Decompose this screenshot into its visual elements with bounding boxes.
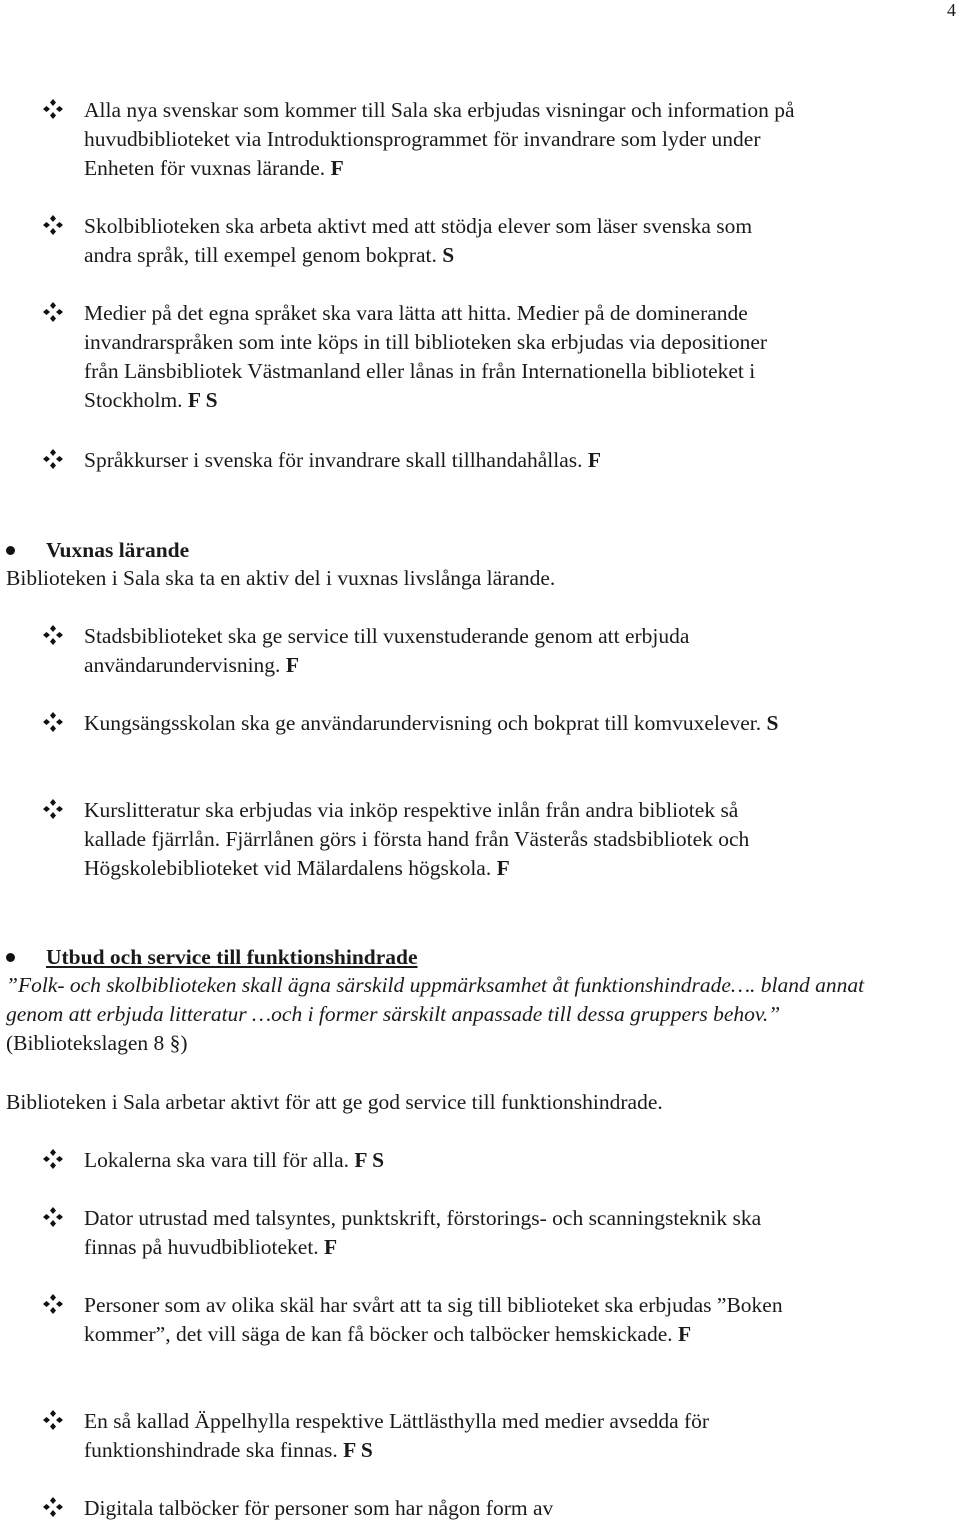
responsibility-tag: F xyxy=(324,1235,338,1259)
section-intro: Biblioteken i Sala ska ta en aktiv del i vuxnas livslånga lärande. xyxy=(6,566,556,590)
section-bullet-icon xyxy=(6,953,15,962)
list-item xyxy=(84,299,804,415)
list-item xyxy=(84,709,804,738)
responsibility-tag: F S xyxy=(343,1438,373,1462)
list-item xyxy=(84,446,804,475)
responsibility-tag: F xyxy=(678,1322,692,1346)
section-heading: Utbud och service till funktionshindrade xyxy=(46,945,418,969)
diamond-bullet-icon xyxy=(42,448,64,470)
responsibility-tag: F S xyxy=(187,388,218,412)
quote-text: ”Folk- och skolbiblioteken skall ägna särskild uppmärksamhet åt funktionshindrade…. bland annat genom att erbjuda litteratur …och i former särskilt anpassade till dessa gruppers behov.” xyxy=(6,973,865,1026)
list-item xyxy=(84,1204,804,1262)
diamond-bullet-icon xyxy=(42,798,64,820)
page-number: 4 xyxy=(947,0,956,20)
list-item xyxy=(84,1146,804,1175)
diamond-bullet-icon xyxy=(42,1206,64,1228)
item-text: Kungsängsskolan ska ge användarundervisning och bokprat till komvuxelever. xyxy=(84,711,762,735)
list-item xyxy=(84,1291,804,1349)
diamond-bullet-icon xyxy=(42,301,64,323)
responsibility-tag: F xyxy=(330,156,344,180)
diamond-bullet-icon xyxy=(42,624,64,646)
list-item xyxy=(84,1494,804,1523)
diamond-bullet-icon xyxy=(42,98,64,120)
list-item xyxy=(84,1407,804,1465)
responsibility-tag: F xyxy=(496,856,510,880)
list-item xyxy=(84,96,804,183)
section-intro: Biblioteken i Sala arbetar aktivt för att ge god service till funktionshindrade. xyxy=(6,1090,663,1114)
responsibility-tag: S xyxy=(766,711,779,735)
item-text: Språkkurser i svenska för invandrare skall tillhandahållas. xyxy=(84,448,583,472)
responsibility-tag: S xyxy=(442,243,455,267)
section-bullet-icon xyxy=(6,546,15,555)
diamond-bullet-icon xyxy=(42,1293,64,1315)
item-text: Skolbiblioteken ska arbeta aktivt med att stödja elever som läser svenska som andra språk, till exempel genom bokprat. xyxy=(84,214,753,267)
item-text: Dator utrustad med talsyntes, punktskrift, förstorings- och scanningsteknik ska finnas på huvudbiblioteket. xyxy=(84,1206,762,1259)
diamond-bullet-icon xyxy=(42,1496,64,1518)
list-item xyxy=(84,622,804,680)
diamond-bullet-icon xyxy=(42,711,64,733)
diamond-bullet-icon xyxy=(42,214,64,236)
item-text: Personer som av olika skäl har svårt att ta sig till biblioteket ska erbjudas ”Boken kommer”, det vill säga de kan få böcker och talböcker hemskickade. xyxy=(84,1293,783,1346)
responsibility-tag: F S xyxy=(354,1148,385,1172)
item-text: Digitala talböcker för personer som har någon form av xyxy=(84,1496,554,1520)
item-text: Medier på det egna språket ska vara lätta att hitta. Medier på de dominerande invandrarspråken som inte köps in till biblioteken ska erbjudas via depositioner från Länsbibliotek Västmanland eller lånas in från Internationella biblioteket i Stockholm. xyxy=(84,301,768,412)
diamond-bullet-icon xyxy=(42,1148,64,1170)
list-item xyxy=(84,212,804,270)
item-text: Lokalerna ska vara till för alla. xyxy=(84,1148,350,1172)
list-item xyxy=(84,796,804,883)
law-quote xyxy=(6,971,886,1058)
responsibility-tag: F xyxy=(587,448,602,472)
item-text: Kurslitteratur ska erbjudas via inköp respektive inlån från andra bibliotek så kallade fjärrlån. Fjärrlånen görs i första hand från Västerås stadsbibliotek och Högskolebiblioteket vid Mälardalens högskola. xyxy=(84,798,750,880)
item-text: Stadsbiblioteket ska ge service till vuxenstuderande genom att erbjuda användarundervisning. xyxy=(84,624,690,677)
section-heading: Vuxnas lärande xyxy=(46,538,190,562)
responsibility-tag: F xyxy=(285,653,299,677)
item-text: En så kallad Äppelhylla respektive Lättlästhylla med medier avsedda för funktionshindrade ska finnas. xyxy=(84,1409,710,1462)
quote-reference: (Bibliotekslagen 8 §) xyxy=(6,1031,188,1055)
item-text: Alla nya svenskar som kommer till Sala ska erbjudas visningar och information på huvudbiblioteket via Introduktionsprogrammet för invandrare som lyder under Enheten för vuxnas lärande. xyxy=(84,98,795,180)
diamond-bullet-icon xyxy=(42,1409,64,1431)
